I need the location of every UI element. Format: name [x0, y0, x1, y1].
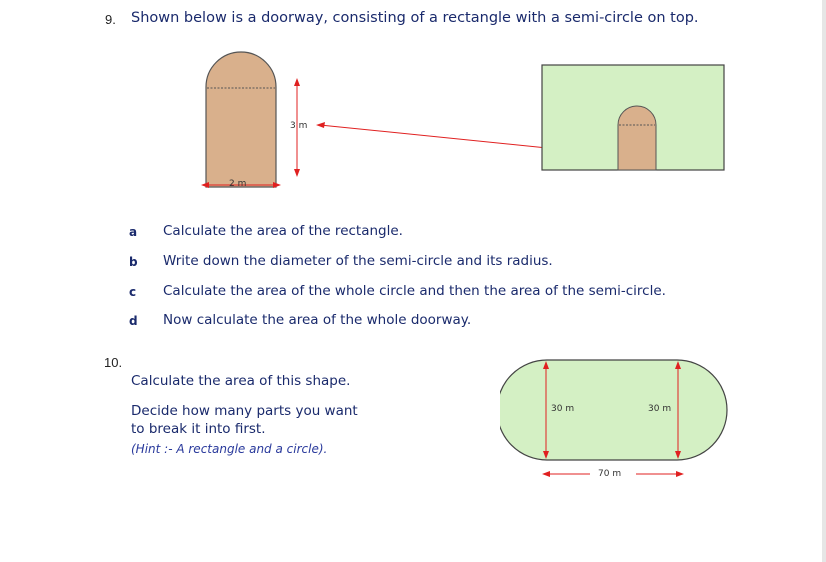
page-edge	[822, 0, 826, 562]
part-a-text: Calculate the area of the rectangle.	[163, 223, 403, 239]
width-label: 2 m	[229, 179, 247, 189]
part-b-letter: b	[129, 255, 138, 269]
question-9-number: 9.	[105, 12, 116, 27]
question-9-text: Shown below is a doorway, consisting of a rectangle with a semi-circle on top.	[131, 10, 699, 26]
bottom-dimension-label: 70 m	[598, 469, 622, 479]
question-10-line2: Decide how many parts you want	[131, 403, 358, 419]
height-label: 3 m	[290, 121, 308, 131]
part-d-text: Now calculate the area of the whole doorway.	[163, 312, 472, 328]
question-10-line3: to break it into first.	[131, 421, 266, 437]
part-a-letter: a	[129, 225, 138, 239]
part-d-letter: d	[129, 314, 138, 328]
right-dimension-label: 30 m	[648, 404, 672, 414]
wall-diagram	[540, 60, 730, 175]
part-b-text: Write down the diameter of the semi-circle and its radius.	[163, 253, 553, 269]
question-10-hint: (Hint :- A rectangle and a circle).	[131, 442, 328, 456]
question-10-line1: Calculate the area of this shape.	[131, 373, 351, 389]
part-c-letter: c	[129, 285, 137, 299]
doorway-shape	[206, 52, 276, 187]
part-c-text: Calculate the area of the whole circle and then the area of the semi-circle.	[163, 283, 666, 299]
left-dimension-label: 30 m	[551, 404, 575, 414]
question-10-number: 10.	[104, 355, 123, 370]
stadium-shape	[500, 360, 727, 460]
small-door-shape	[618, 106, 656, 170]
